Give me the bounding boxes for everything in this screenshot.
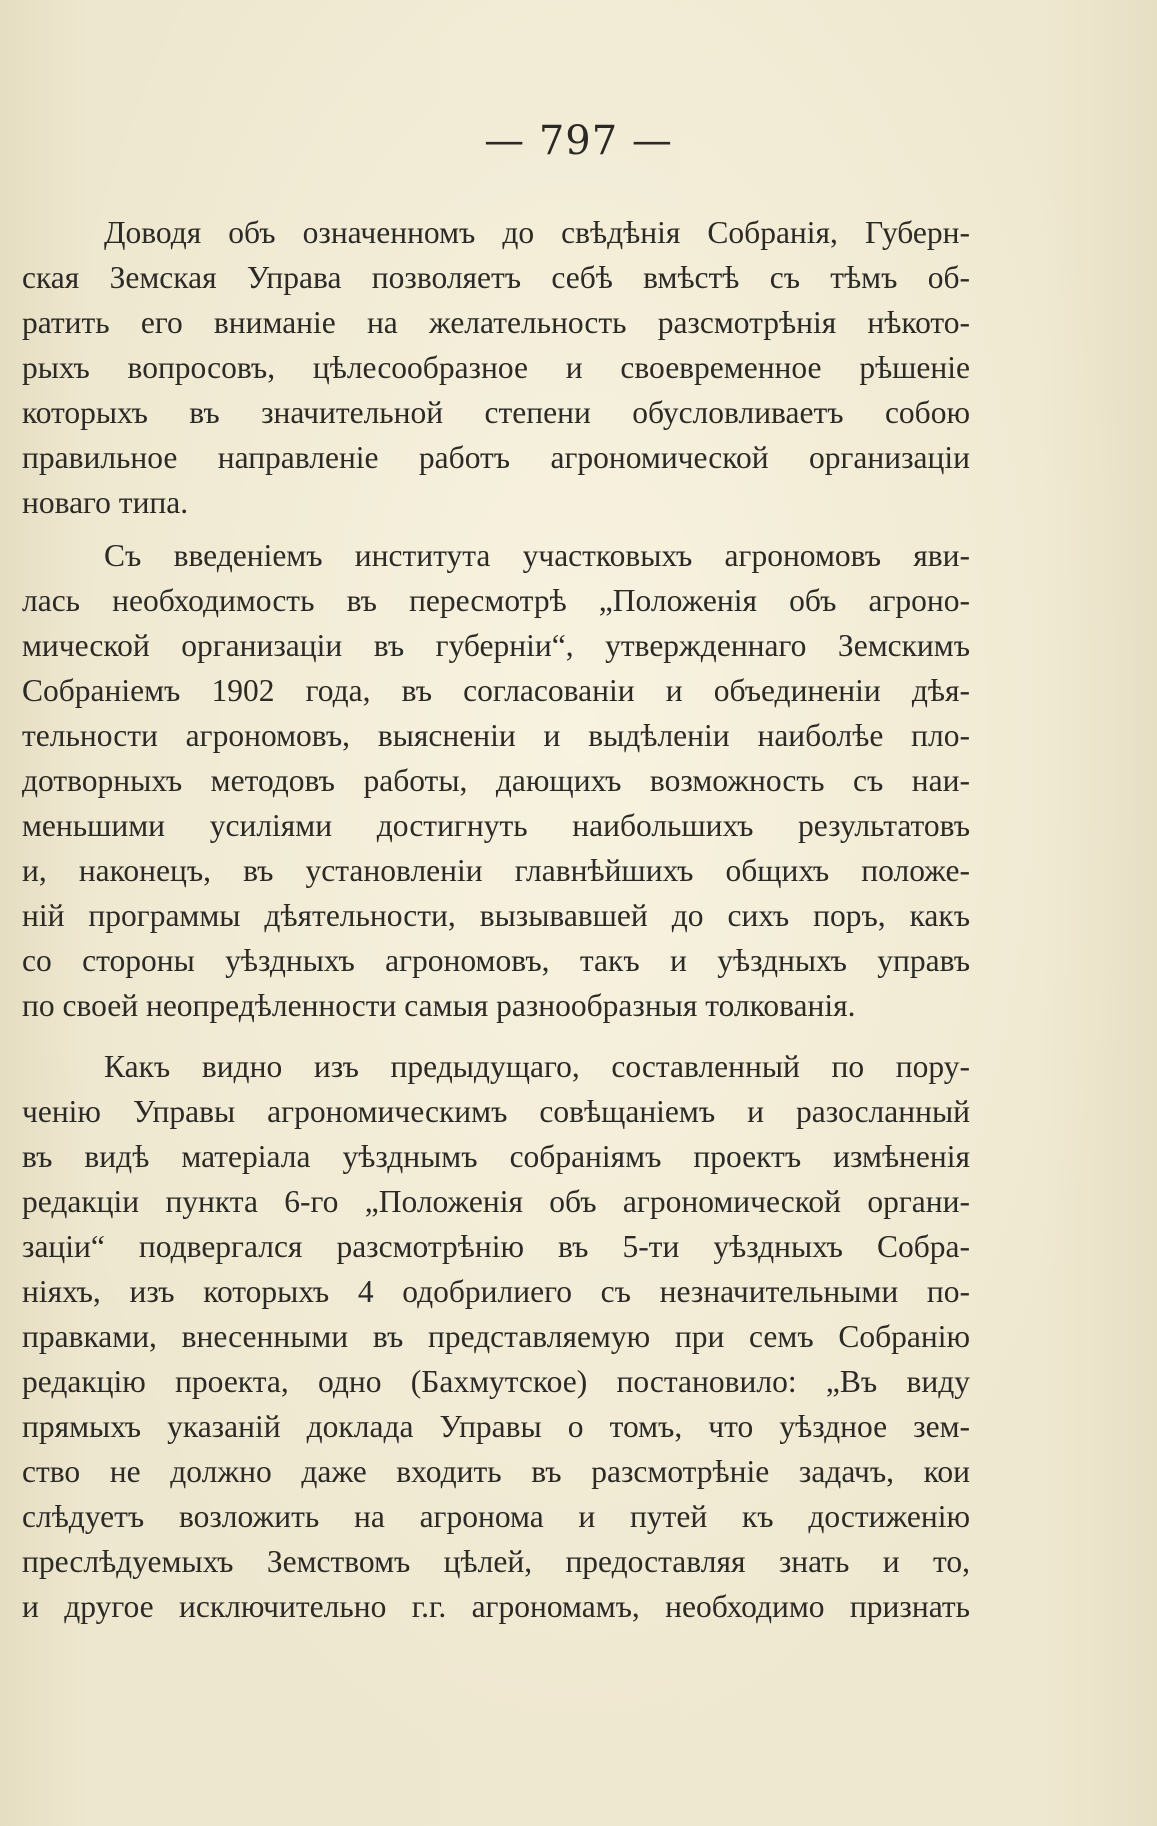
text-line: ченію Управы агрономическимъ совѣщаніемъ и разосланный — [22, 1094, 970, 1129]
text-line: по своей неопредѣленности самыя разнообразныя толкованія. — [22, 988, 856, 1023]
text-line: со стороны уѣздныхъ агрономовъ, такъ и уѣздныхъ управъ — [22, 943, 970, 978]
text-line: ратить его вниманіе на желательность разсмотрѣнія нѣкото- — [22, 305, 970, 340]
text-line: лась необходимость въ пересмотрѣ „Положенія объ агроно- — [22, 583, 970, 618]
text-line: ній программы дѣятельности, вызывавшей до сихъ поръ, какъ — [22, 898, 970, 933]
paragraph-2 — [22, 533, 970, 1028]
text-line: Доводя объ означенномъ до свѣдѣнія Собранія, Губерн- — [104, 215, 970, 250]
text-line: тельности агрономовъ, выясненіи и выдѣленіи наиболѣе пло- — [22, 718, 970, 753]
text-line: мической организаціи въ губерніи“, утвержденнаго Земскимъ — [22, 628, 970, 663]
paragraph-1 — [22, 210, 970, 525]
text-line: Какъ видно изъ предыдущаго, составленный по пору- — [104, 1049, 970, 1084]
text-line: Съ введеніемъ института участковыхъ агрономовъ яви- — [104, 538, 970, 573]
text-line: ніяхъ, изъ которыхъ 4 одобрилиего съ незначительными по- — [22, 1274, 970, 1309]
text-line: прямыхъ указаній доклада Управы о томъ, что уѣздное зем- — [22, 1409, 970, 1444]
paragraph-3 — [22, 1044, 970, 1629]
text-line: заціи“ подвергался разсмотрѣнію въ 5-ти уѣздныхъ Собра- — [22, 1229, 970, 1264]
body-text — [22, 210, 970, 1629]
text-line: ская Земская Управа позволяетъ себѣ вмѣстѣ съ тѣмъ об- — [22, 260, 970, 295]
text-line: правками, внесенными въ представляемую при семъ Собранію — [22, 1319, 970, 1354]
text-line: меньшими усиліями достигнуть наибольшихъ результатовъ — [22, 808, 970, 843]
text-line: которыхъ въ значительной степени обусловливаетъ собою — [22, 395, 970, 430]
text-line: рыхъ вопросовъ, цѣлесообразное и своевременное рѣшеніе — [22, 350, 970, 385]
text-line: преслѣдуемыхъ Земствомъ цѣлей, предоставляя знать и то, — [22, 1544, 970, 1579]
text-line: правильное направленіе работъ агрономической организаціи — [22, 440, 970, 475]
text-line: редакціи пункта 6-го „Положенія объ агрономической органи- — [22, 1184, 970, 1219]
text-line: Собраніемъ 1902 года, въ согласованіи и объединеніи дѣя- — [22, 673, 970, 708]
text-line: въ видѣ матеріала уѣзднымъ собраніямъ проектъ измѣненія — [22, 1139, 970, 1174]
text-line: и, наконецъ, въ установленіи главнѣйшихъ общихъ положе- — [22, 853, 970, 888]
page-number: — 797 — — [484, 118, 673, 164]
text-line: и другое исключительно г.г. агрономамъ, необходимо признать — [22, 1589, 970, 1624]
text-line: ство не должно даже входить въ разсмотрѣніе задачъ, кои — [22, 1454, 970, 1489]
text-line: новаго типа. — [22, 485, 189, 520]
text-line: слѣдуетъ возложить на агронома и путей къ достиженію — [22, 1499, 970, 1534]
text-line: редакцію проекта, одно (Бахмутское) постановило: „Въ виду — [22, 1364, 970, 1399]
text-line: дотворныхъ методовъ работы, дающихъ возможность съ наи- — [22, 763, 970, 798]
